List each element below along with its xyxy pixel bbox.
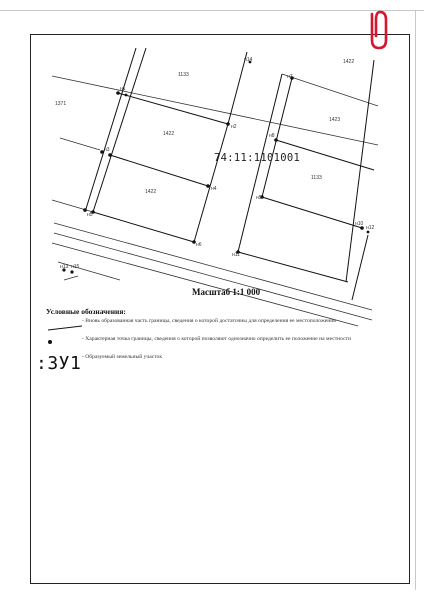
map-scale: Масштаб 1:1 000 (192, 287, 261, 297)
left-block (85, 48, 247, 242)
legend-item-text: - Вновь образованная часть границы, сведения о которой достаточны для определения ее местоположения (82, 318, 336, 324)
parcel-label: 1133 (178, 72, 189, 78)
parcel-line (262, 197, 362, 228)
land-plot-symbol: :ЗУ1 (36, 353, 82, 374)
boundary-line (60, 138, 100, 150)
point-label: н15 (71, 264, 80, 270)
boundary-point-symbol-icon (47, 339, 53, 345)
legend-item-text: - Характерная точка границы, сведения о которой позволяют однозначно определить ее положение на местности (82, 336, 351, 342)
parcel-line (118, 93, 228, 124)
point-label: н5 (87, 212, 93, 218)
boundary-line-symbol-icon (48, 325, 82, 331)
boundary-line (52, 76, 378, 145)
point-label: н6 (196, 242, 202, 248)
parcel-label: 1422 (163, 131, 175, 137)
boundary-line (282, 74, 378, 106)
parcel-label: 1423 (329, 117, 341, 123)
point-label: н11 (232, 252, 240, 258)
point-label: н13 (60, 264, 69, 270)
boundary-point (367, 231, 370, 234)
block-edge-line (352, 235, 368, 300)
point-label: н1 (120, 86, 126, 92)
point-label: н14 (244, 57, 253, 63)
legend-item-text: - Образуемый земельный участок (82, 354, 163, 360)
point-label: н8 (269, 133, 275, 139)
point-label: н7 (287, 74, 293, 80)
boundary-point (226, 122, 230, 126)
point-label: н2 (231, 124, 237, 130)
parcel-label: 1422 (343, 59, 355, 65)
point-label: н9 (256, 195, 262, 201)
legend-title: Условные обозначения: (46, 307, 126, 316)
block-edge-line (85, 48, 136, 212)
parcel-labels (55, 59, 354, 195)
block-edge-line (93, 48, 146, 212)
block-edge-line (346, 60, 374, 282)
boundary-point (125, 94, 128, 97)
point-label: н12 (366, 225, 375, 231)
parcel-line (110, 155, 208, 186)
parcel-label: 1371 (55, 101, 67, 107)
boundary-point (206, 184, 210, 188)
parcel-label: 1422 (145, 189, 157, 195)
cadastral-number: 74:11:1101001 (214, 152, 301, 164)
point-label: н3 (104, 147, 110, 153)
boundary-point (70, 270, 73, 273)
parcel-label: 1133 (311, 175, 322, 181)
boundary-point (274, 138, 278, 142)
paper-clip-icon (372, 12, 386, 48)
boundary-point (108, 153, 112, 157)
right-block (238, 60, 374, 300)
point-label: н4 (211, 186, 217, 192)
point-label: н10 (355, 221, 364, 227)
street-line (64, 276, 78, 280)
